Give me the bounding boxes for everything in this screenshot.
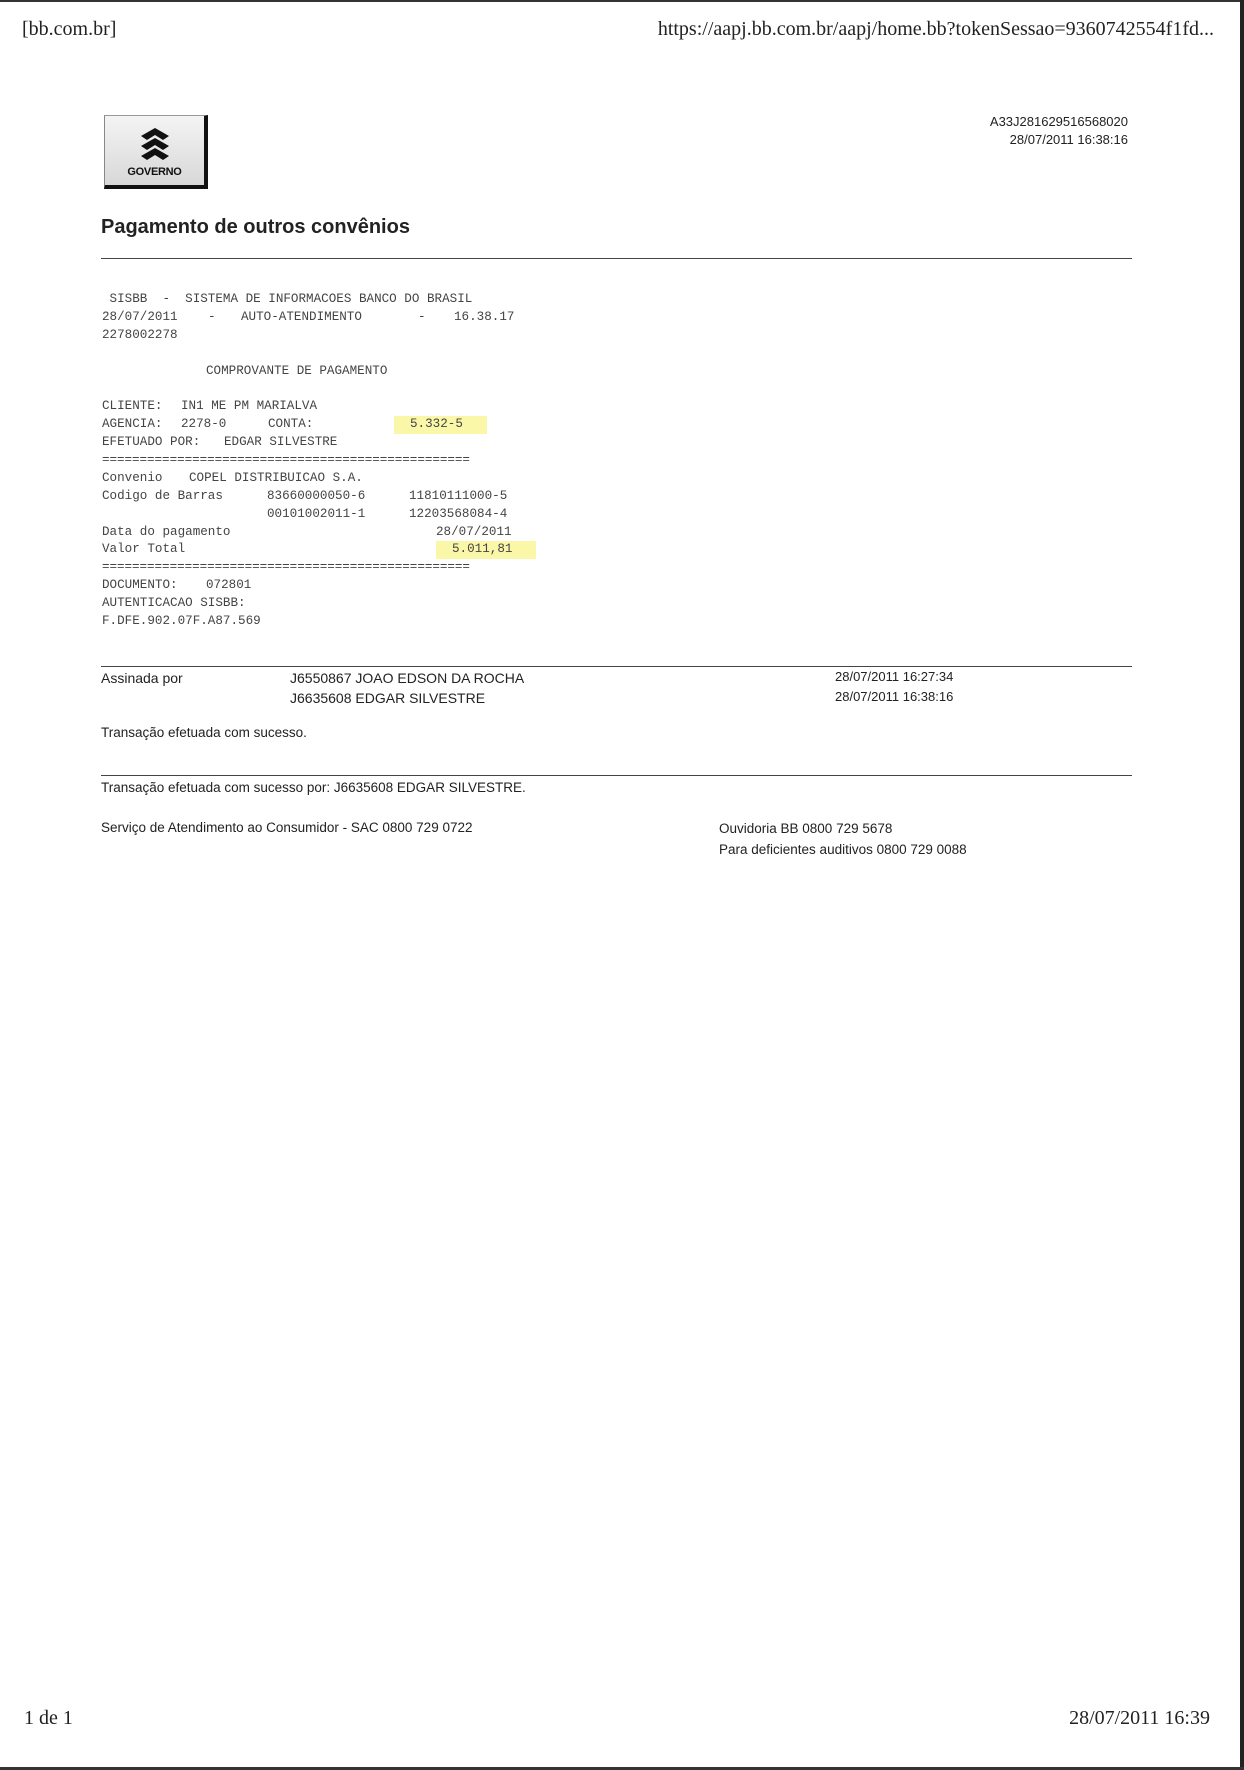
signature-time-2: 28/07/2011 16:38:16 — [835, 689, 954, 704]
receipt-agencia-conta: AGENCIA: 2278-0 CONTA: 5.332-5 — [102, 416, 562, 434]
reference-code: A33J281629516568020 — [989, 114, 1128, 129]
print-footer-datetime: 28/07/2011 16:39 — [1069, 1707, 1210, 1729]
receipt-data-pagamento: Data do pagamento 28/07/2011 — [102, 524, 512, 539]
print-header-site: [bb.com.br] — [22, 18, 117, 40]
receipt-separator-top: ================================================= — [102, 453, 470, 468]
signature-name-2: J6635608 EDGAR SILVESTRE — [290, 690, 486, 706]
receipt-valor-total: Valor Total 5.011,81 — [102, 541, 562, 559]
sac-contact: Serviço de Atendimento ao Consumidor - SAC 0800 729 0722 — [101, 820, 473, 835]
transaction-status-by: Transação efetuada com sucesso por: J6635608 EDGAR SILVESTRE. — [101, 780, 526, 795]
payment-receipt — [102, 291, 562, 631]
logo-caption: GOVERNO — [127, 166, 182, 178]
receipt-efetuado: EFETUADO POR: EDGAR SILVESTRE — [102, 435, 338, 450]
signature-time-1: 28/07/2011 16:27:34 — [835, 669, 954, 684]
receipt-heading: COMPROVANTE DE PAGAMENTO — [206, 363, 388, 378]
status-divider — [101, 775, 1132, 776]
receipt-date-line: 28/07/2011 - AUTO-ATENDIMENTO - 16.38.17 — [102, 309, 515, 324]
ouvidoria-contacts — [719, 818, 967, 860]
receipt-barcode-line-1: Codigo de Barras 83660000050-6 11810111000-5 — [102, 488, 508, 503]
deficientes-phone: Para deficientes auditivos 0800 729 0088 — [719, 842, 967, 857]
reference-block — [990, 113, 1128, 149]
page-title: Pagamento de outros convênios — [101, 216, 410, 238]
print-footer-page: 1 de 1 — [24, 1707, 73, 1729]
bb-logo-icon — [135, 124, 175, 164]
signature-label: Assinada por — [101, 670, 183, 686]
receipt-barcode-line-2: 00101002011-1 12203568084-4 — [267, 506, 508, 521]
receipt-cliente: CLIENTE: IN1 ME PM MARIALVA — [102, 399, 318, 414]
title-divider — [101, 258, 1132, 259]
transaction-status: Transação efetuada com sucesso. — [101, 725, 307, 740]
receipt-convenio: Convenio COPEL DISTRIBUICAO S.A. — [102, 470, 363, 485]
conta-value: 5.332-5 — [394, 416, 487, 434]
scan-border-right — [1240, 0, 1244, 1770]
receipt-autenticacao-label: AUTENTICACAO SISBB: — [102, 596, 246, 611]
scan-border-top — [0, 0, 1244, 2]
signature-divider — [101, 666, 1132, 667]
valor-total-value: 5.011,81 — [436, 541, 536, 559]
reference-datetime: 28/07/2011 16:38:16 — [1009, 132, 1128, 147]
bank-logo — [104, 115, 208, 189]
signature-name-1: J6550867 JOAO EDSON DA ROCHA — [290, 670, 525, 686]
ouvidoria-phone: Ouvidoria BB 0800 729 5678 — [719, 821, 893, 836]
receipt-autenticacao-code: F.DFE.902.07F.A87.569 — [102, 614, 261, 629]
receipt-system-line: SISBB - SISTEMA DE INFORMACOES BANCO DO BRASIL — [102, 292, 473, 306]
receipt-documento: DOCUMENTO: 072801 — [102, 578, 252, 593]
print-header-url[interactable]: https://aapj.bb.com.br/aapj/home.bb?tokenSessao=9360742554f1fd... — [657, 18, 1214, 40]
receipt-terminal: 2278002278 — [102, 327, 178, 342]
receipt-separator-bottom: ================================================= — [102, 560, 470, 575]
